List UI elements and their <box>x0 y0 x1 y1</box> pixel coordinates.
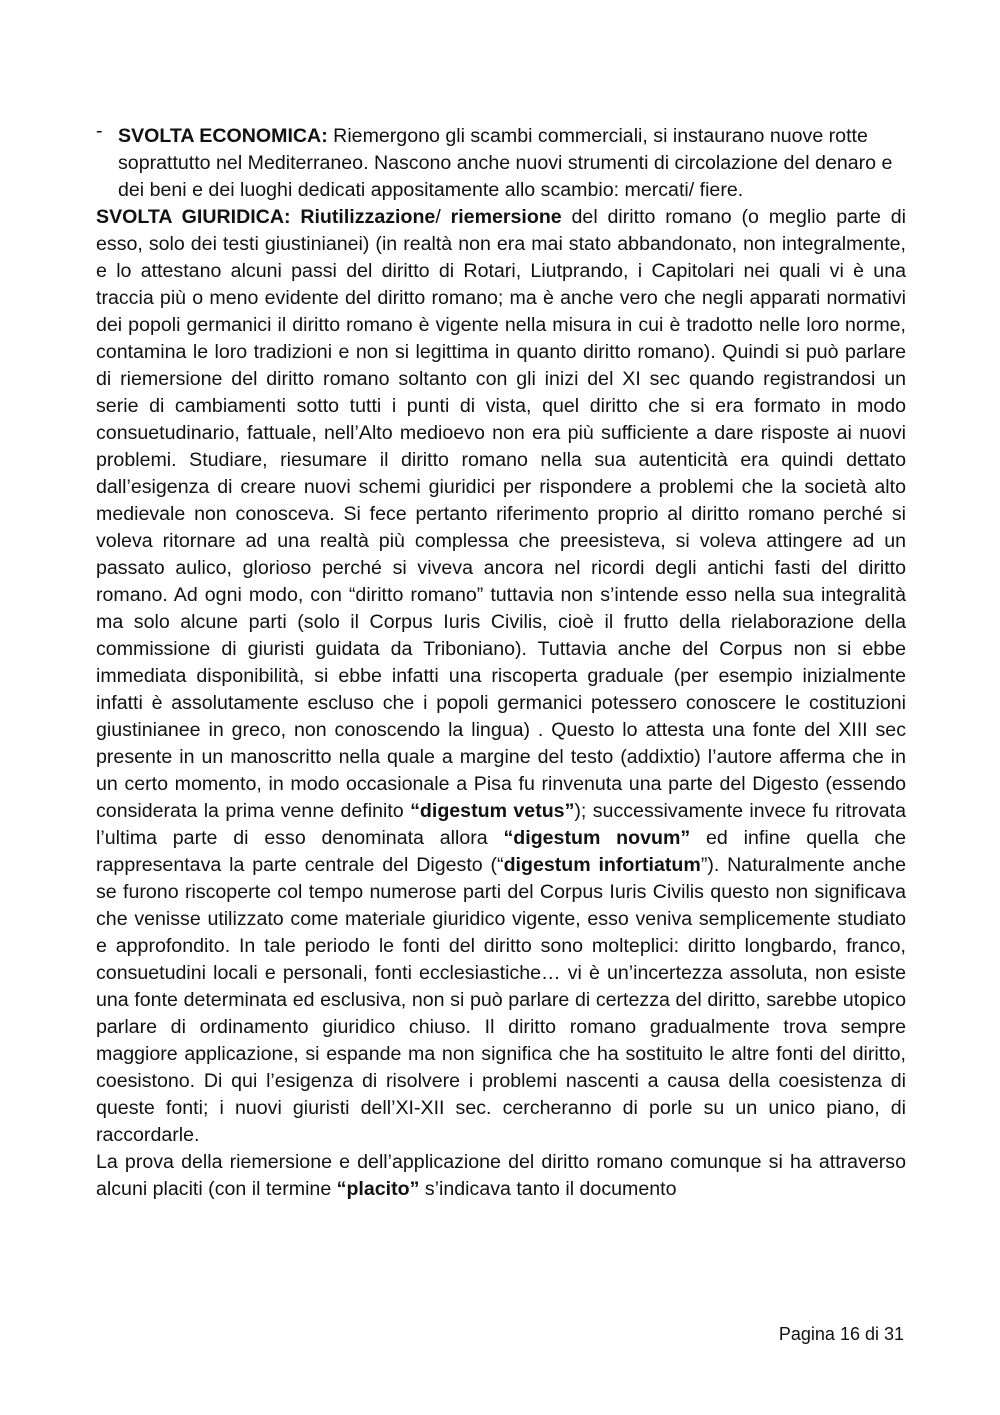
keyword-digestum-novum: “digestum novum” <box>503 827 691 849</box>
paragraph-svolta-giuridica <box>96 204 906 1149</box>
bullet-dash: - <box>96 120 103 142</box>
keyword-riutilizzazione: Riutilizzazione <box>300 206 436 228</box>
keyword-riemersione: riemersione <box>450 206 562 228</box>
page-number: Pagina 16 di 31 <box>778 1324 904 1344</box>
paragraph-prova-riemersione <box>96 1149 906 1203</box>
bullet-text: Riemergono gli scambi commerciali, si instaurano nuove rotte soprattutto nel Mediterraneo. Nascono anche nuovi strumenti di circolazione del denaro e dei beni e dei luoghi dedicati appositamente allo scambio: mercati/ fiere. <box>118 125 893 201</box>
text-run: s’indicava tanto il documento <box>419 1178 677 1200</box>
keyword-digestum-infortiatum: digestum infortiatum <box>503 854 701 876</box>
text-run: del diritto romano (o meglio parte di esso, solo dei testi giustinianei) (in realtà non era mai stato abbandonato, non integralmente, e lo attestano alcuni passi del diritto di Rotari, Liutprando, i Capitolari nei quali vi è una traccia più o meno evidente del diritto romano; ma è anche vero che negli apparati normativi dei popoli germanici il diritto romano è vigente nella misura in cui è tradotto nelle loro norme, contamina le loro tradizioni e non si legittima in quanto diritto romano). Quindi si può parlare di riemersione del diritto romano soltanto con gli inizi del XI sec quando registrandosi un serie di cambiamenti sotto tutti i punti di vista, quel diritto che si era formato in modo consuetudinario, fattuale, nell’Alto medioevo non era più sufficiente a dare risposte ai nuovi problemi. Studiare, riesumare il diritto romano nella sua autenticità era quindi dettato dall’esigenza di creare nuovi schemi giuridici per rispondere a problemi che la società alto medievale non conosceva. Si fece pertanto riferimento proprio al diritto romano perché si voleva ritornare ad una realtà più complessa che preesisteva, si voleva attingere ad un passato aulico, glorioso perché si viveva ancora nel ricordi degli antichi fasti del diritto romano. Ad ogni modo, con “diritto romano” tuttavia non s’intende esso nella sua integralità ma solo alcune parti (solo il Corpus Iuris Civilis, cioè il frutto della rielaborazione della commissione di giuristi guidata da Triboniano). Tuttavia anche del Corpus non si ebbe immediata disponibilità, si ebbe infatti una riscoperta graduale (per esempio inizialmente infatti è assolutamente escluso che i popoli germanici potessero conoscere le costituzioni giustinianee in greco, non conoscendo la lingua) . Questo lo attesta una fonte del XIII sec presente in un manoscritto nella quale a margine del testo (addixtio) l’autore afferma che in un certo momento, in modo occasionale a Pisa fu rinvenuta una parte del Digesto (essendo considerata la prima venne definito <box>96 206 907 822</box>
text-run: / <box>435 206 451 228</box>
text-run: ); successivamente invece fu ritrovata l’ultima parte di esso denominata allora <box>96 800 906 849</box>
keyword-placito: “placito” <box>336 1178 420 1200</box>
page-body <box>96 120 907 1203</box>
text-run <box>291 206 301 228</box>
text-run: ”). Naturalmente anche se furono riscoperte col tempo numerose parti del Corpus Iuris Civilis questo non significava che venisse utilizzato come materiale giuridico vigente, esso veniva semplicemente studiato e approfondito. In tale periodo le fonti del diritto sono molteplici: diritto longbardo, franco, consuetudini locali e personali, fonti ecclesiastiche… vi è un’incertezza assoluta, non esiste una fonte determinata ed esclusiva, non si può parlare di certezza del diritto, sarebbe utopico parlare di ordinamento giuridico chiuso. Il diritto romano gradualmente trova sempre maggiore applicazione, si espande ma non significa che ha sostituito le altre fonti del diritto, coesistono. Di qui l’esigenza di risolvere i problemi nascenti a causa della coesistenza di queste fonti; i nuovi giuristi dell’XI-XII sec. cercheranno di porle su un unico piano, di raccordarle. <box>96 854 906 1146</box>
text-run: ed infine quella che rappresentava la parte centrale del Digesto (“ <box>96 827 906 876</box>
bullet-item-svolta-economica <box>96 120 906 204</box>
text-run: La prova della riemersione e dell’applicazione del diritto romano comunque si ha attraverso alcuni placiti (con il termine <box>96 1151 906 1200</box>
keyword-digestum-vetus: “digestum vetus” <box>410 800 575 822</box>
paragraph-heading: SVOLTA GIURIDICA: <box>96 206 291 228</box>
bullet-heading: SVOLTA ECONOMICA: <box>118 125 328 147</box>
